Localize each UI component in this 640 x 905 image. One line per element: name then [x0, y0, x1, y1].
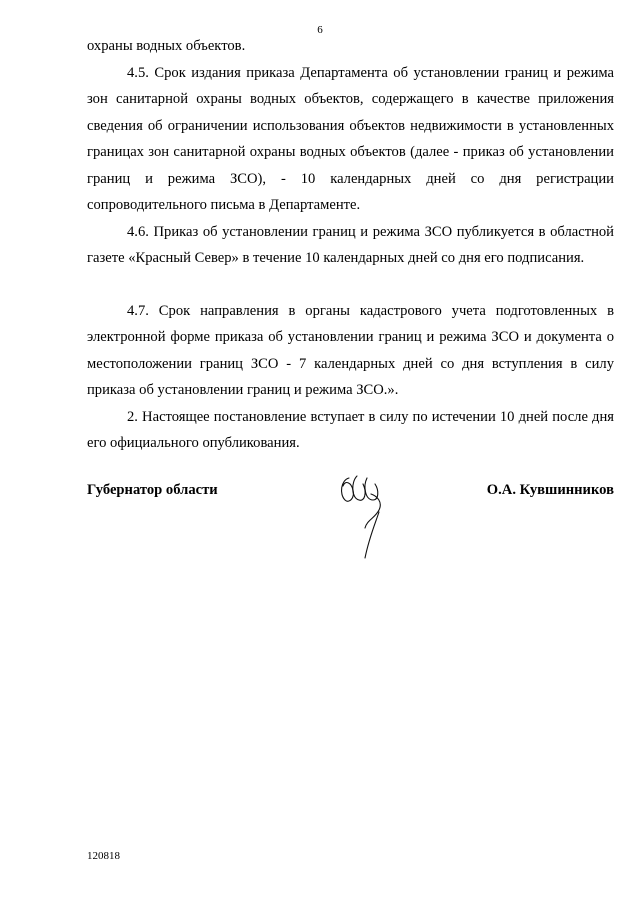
paragraph-continuation: охраны водных объектов. — [87, 38, 246, 54]
page-number: 6 — [317, 24, 323, 36]
signatory-name: О.А. Кувшинников — [486, 482, 614, 498]
paragraph-4-5: 4.5. Срок издания приказа Департамента об установлении границ и режима зон санитарной охраны водных объектов, содержащего в качестве приложения сведения об ограничении использования объектов недвижимости в установленных границах зон санитарной охраны водных объектов (далее - приказ об установлении границ и режима ЗСО), - 10 календарных дней со дня регистрации сопроводительного письма в Департаменте. — [87, 65, 614, 214]
paragraph-2: 2. Настоящее постановление вступает в силу по истечении 10 дней после дня его официального опубликования. — [87, 409, 614, 452]
paragraph-4-7: 4.7. Срок направления в органы кадастрового учета подготовленных в электронной форме приказа об установлении границ и режима ЗСО и документа о местоположении границ ЗСО - 7 календарных дней со дня вступления в силу приказа об установлении границ и режима ЗСО.». — [87, 303, 614, 399]
signatory-title: Губернатор области — [87, 482, 218, 498]
document-code: 120818 — [87, 850, 120, 862]
paragraph-4-6: 4.6. Приказ об установлении границ и режима ЗСО публикуется в областной газете «Красный Север» в течение 10 календарных дней со дня его подписания. — [87, 224, 614, 267]
handwritten-signature — [335, 472, 395, 562]
signature-block — [87, 482, 614, 572]
